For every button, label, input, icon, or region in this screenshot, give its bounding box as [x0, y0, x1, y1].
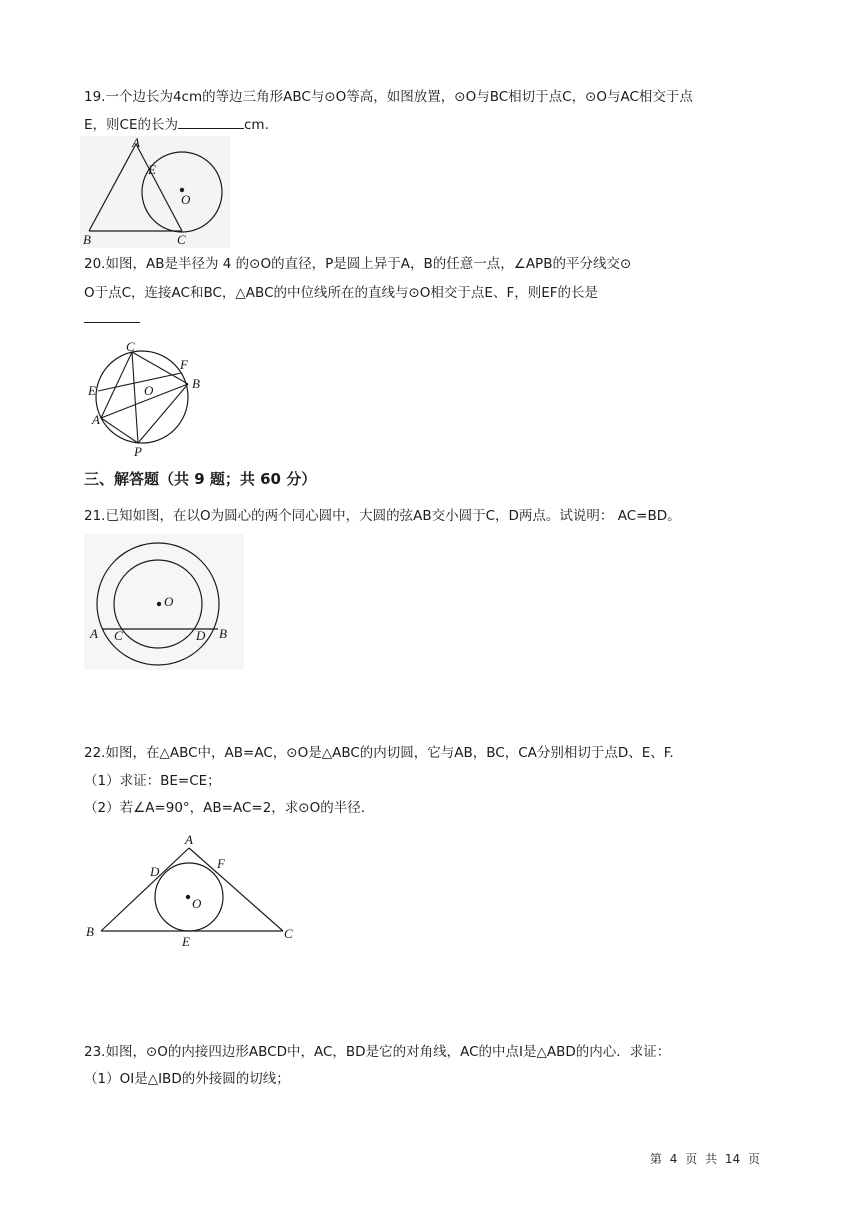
footer-total-pages: 14 — [724, 1152, 741, 1166]
q21-label-c: C — [114, 628, 123, 643]
footer-page-number: 4 — [669, 1152, 678, 1166]
q20-label-f: F — [180, 357, 188, 372]
q21-center-dot — [157, 602, 161, 606]
q21-label-a: A — [90, 626, 98, 641]
page-footer — [648, 1150, 762, 1167]
q20-midline-ef — [98, 373, 181, 391]
q19-line2 — [84, 115, 269, 134]
q23-part1: （1）OI是△IBD的外接圆的切线； — [84, 1071, 290, 1087]
footer-suffix: 页 — [747, 1152, 760, 1166]
q22-side-ac — [189, 848, 283, 931]
q20-label-p: P — [134, 444, 142, 459]
q22-part1: （1）求证：BE=CE； — [84, 773, 221, 789]
q19-answer-blank — [178, 115, 244, 129]
q20-answer-blank — [84, 309, 140, 323]
q19-label-e: E — [148, 162, 156, 177]
q22-line1: 22.如图，在△ABC中，AB=AC，⊙O是△ABC的内切圆，它与AB，BC，CA分别相切于点D、E、F. — [84, 745, 674, 761]
q22-part2: （2）若∠A=90°，AB=AC=2，求⊙O的半径. — [84, 800, 366, 816]
q22-label-b: B — [86, 924, 94, 939]
q20-line1: 20.如图，AB是半径为 4 的⊙O的直径，P是圆上异于A，B的任意一点，∠APB的平分线交⊙ — [84, 256, 632, 272]
q19-label-b: B — [83, 232, 91, 247]
q22-label-o: O — [192, 896, 202, 911]
q20-segment-ap — [101, 418, 138, 443]
q21-label-b: B — [219, 626, 227, 641]
q20-line2: O于点C，连接AC和BC，△ABC的中位线所在的直线与⊙O相交于点E、F，则EF的长是 — [84, 285, 599, 301]
q20-label-a: A — [92, 412, 100, 427]
q19-line1: 19.一个边长为4cm的等边三角形ABC与⊙O等高，如图放置，⊙O与BC相切于点C，⊙O与AC相交于点 — [84, 89, 693, 105]
q20-circle-o — [96, 351, 188, 443]
footer-mid1: 页 — [685, 1152, 698, 1166]
q21-label-d: D — [196, 628, 206, 643]
q20-label-e: E — [88, 383, 96, 398]
q19-line2-unit: cm. — [244, 117, 269, 133]
q20-label-b: B — [192, 376, 200, 391]
q20-label-o: O — [144, 383, 154, 398]
q21-label-o: O — [164, 594, 174, 609]
q19-label-o: O — [181, 192, 191, 207]
q22-label-a: A — [185, 832, 193, 847]
q22-label-e: E — [182, 934, 190, 949]
q22-center-dot — [186, 895, 190, 899]
q22-label-d: D — [150, 864, 160, 879]
footer-prefix: 第 — [649, 1152, 662, 1166]
q19-line2-text: E，则CE的长为 — [84, 117, 178, 133]
section-3-heading: 三、解答题（共 9 题；共 60 分） — [84, 470, 317, 488]
q20-figure — [86, 339, 216, 459]
q20-bisector-pc — [132, 352, 138, 443]
q19-label-c: C — [177, 232, 186, 247]
q22-label-c: C — [284, 926, 293, 941]
q21-figure — [84, 534, 244, 670]
footer-mid2: 共 — [705, 1152, 718, 1166]
q20-label-c: C — [126, 339, 135, 354]
q22-label-f: F — [217, 856, 225, 871]
q22-figure — [84, 830, 304, 950]
q23-line1: 23.如图，⊙O的内接四边形ABCD中，AC，BD是它的对角线，AC的中点I是△ABD的内心．求证： — [84, 1044, 671, 1060]
q21-text: 21.已知如图，在以O为圆心的两个同心圆中，大圆的弦AB交小圆于C，D两点。试说明： AC=BD。 — [84, 508, 681, 524]
q19-figure — [80, 136, 230, 248]
q19-label-a: A — [132, 135, 140, 150]
q22-side-ab — [101, 848, 189, 931]
q20-line3 — [84, 309, 140, 328]
